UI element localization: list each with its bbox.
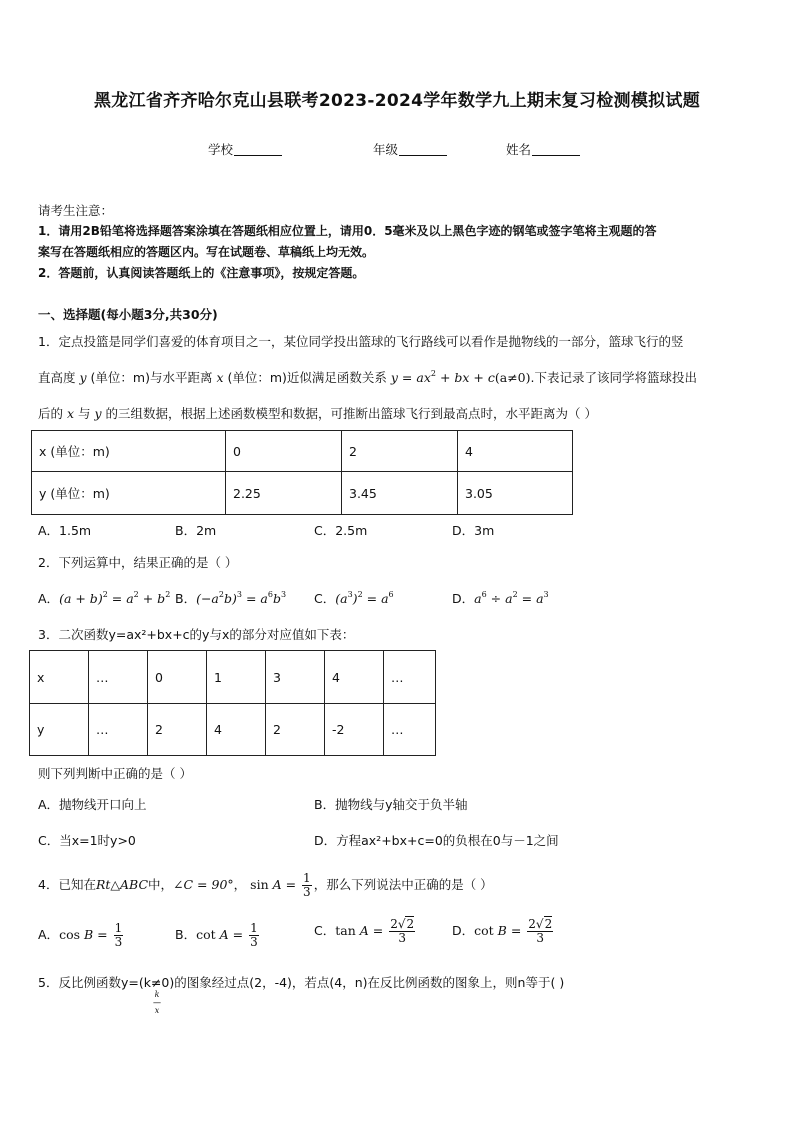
table-cell: … — [89, 651, 148, 704]
q1-line2-c: (单位：m)近似满足函数关系 — [227, 370, 387, 385]
name-field[interactable] — [506, 140, 580, 158]
table-cell: 3.05 — [458, 472, 573, 515]
table-cell: … — [89, 704, 148, 756]
q5-stem-b: (k≠0)的图象经过点(2，-4)，若点(4，n)在反比例函数的图象上，则n等于( ) — [138, 975, 565, 990]
q2-formula-c: $(a^3)^2 = a^6$ — [335, 590, 394, 606]
q1-line2-b: (单位：m)与水平距离 — [90, 370, 213, 385]
q4-sin: sin A = — [250, 877, 301, 892]
table-cell: 3.45 — [342, 472, 458, 515]
notice-heading: 请考生注意： — [38, 203, 114, 218]
option-label: C． — [314, 591, 336, 606]
q2-option-b[interactable] — [175, 590, 286, 608]
page-title: 黑龙江省齐齐哈尔克山县联考2023-2024学年数学九上期末复习检测模拟试题 — [93, 91, 701, 111]
q1-line3-c: 的三组数据，根据上述函数模型和数据，可推断出篮球飞行到最高点时，水平距离为（ ） — [105, 406, 598, 421]
table-row — [30, 651, 436, 704]
grade-field[interactable] — [373, 140, 447, 158]
q1-option-a[interactable]: A．1.5m — [38, 523, 92, 538]
option-label: A． — [38, 591, 60, 606]
notice-line-2: 2．答题前，认真阅读答题纸上的《注意事项》，按规定答题。 — [38, 266, 365, 280]
table-cell: x (单位：m) — [32, 431, 226, 472]
q4-stem-c: ， — [233, 877, 247, 892]
q4-option-c[interactable]: C．tan A = $\frac{2√2}{3}$ — [314, 917, 415, 945]
q2-option-c[interactable] — [314, 590, 394, 608]
q5-small-fraction: k — x — [153, 990, 161, 1015]
name-label: 姓名 — [506, 142, 532, 157]
q1-option-c[interactable]: C．2.5m — [314, 523, 368, 538]
table-cell: 2.25 — [226, 472, 342, 515]
section-heading: 一、选择题(每小题3分,共30分) — [38, 307, 218, 322]
option-label: B． — [175, 591, 197, 606]
table-cell: 2 — [342, 431, 458, 472]
q1-line3-b: 与 — [78, 406, 91, 421]
option-label: A． — [38, 927, 60, 942]
q1-line-1: 1．定点投篮是同学们喜爱的体育项目之一，某位同学投出篮球的飞行路线可以看作是抛物线的一部分，篮球飞行的竖 — [38, 334, 684, 349]
q1-option-d[interactable]: D．3m — [452, 523, 495, 538]
q3-option-a[interactable]: A．抛物线开口向上 — [38, 797, 147, 812]
q3-option-d[interactable]: D．方程ax²+bx+c=0的负根在0与－1之间 — [314, 833, 559, 848]
q2-formula-b: $(-a^2b)^3 = a^6b^3$ — [196, 590, 287, 606]
school-label: 学校 — [208, 142, 234, 157]
q4-stem-d: ，那么下列说法中正确的是（ ） — [313, 877, 493, 892]
table-cell: 4 — [325, 651, 384, 704]
option-label: C． — [314, 923, 336, 938]
q4-stem-b: 中， — [148, 877, 174, 892]
table-cell: … — [384, 704, 436, 756]
table-cell: 4 — [207, 704, 266, 756]
q2-formula-d: $a^6 \div a^2 = a^3$ — [474, 590, 549, 606]
table-cell: 2 — [266, 704, 325, 756]
q1-option-b[interactable]: B．2m — [175, 523, 217, 538]
q3-option-c[interactable]: C．当x=1时y>0 — [38, 833, 136, 848]
q1-table — [31, 430, 573, 515]
option-label: B． — [175, 927, 197, 942]
q1-line-2: 直高度 y (单位：m)与水平距离 x (单位：m)近似满足函数关系 $y = ax^2$ + bx + c(a≠0).下表记录了该同学将篮球投出 — [38, 369, 697, 385]
table-cell: 4 — [458, 431, 573, 472]
grade-blank[interactable] — [399, 143, 447, 156]
q1-formula: $y = ax^2$ + bx + c — [390, 369, 495, 385]
table-cell: -2 — [325, 704, 384, 756]
q2-formula-a: $(a + b)^2 = a^2 + b^2$ — [59, 590, 171, 606]
q3-ask: 则下列判断中正确的是（ ） — [38, 766, 192, 781]
notice-line-1b: 案写在答题纸相应的答题区内。写在试题卷、草稿纸上均无效。 — [38, 245, 375, 259]
school-blank[interactable] — [234, 143, 282, 156]
table-cell: x — [30, 651, 89, 704]
option-label: D． — [452, 591, 475, 606]
q4-triangle: Rt△ABC — [95, 877, 149, 892]
table-cell: 3 — [266, 651, 325, 704]
q2-option-a[interactable] — [38, 590, 170, 608]
notice-line-1a: 1．请用2B铅笔将选择题答案涂填在答题纸相应位置上，请用0．5毫米及以上黑色字迹的钢笔或签字笔将主观题的答 — [38, 224, 657, 238]
table-cell: 0 — [226, 431, 342, 472]
grade-label: 年级 — [373, 142, 399, 157]
option-label: D． — [452, 923, 475, 938]
q4-stem-a: 4．已知在 — [38, 877, 96, 892]
school-field[interactable] — [208, 140, 282, 158]
table-row — [32, 431, 573, 472]
q4-angle: ∠C = 90° — [173, 877, 234, 892]
q5-stem — [38, 974, 564, 992]
q4-option-a[interactable]: A．cos B = $\frac{1}{3}$ — [38, 921, 123, 949]
q1-line2-d: .下表记录了该同学将篮球投出 — [530, 370, 697, 385]
q3-table — [29, 650, 436, 756]
q1-line-3: 后的 x 与 y 的三组数据，根据上述函数模型和数据，可推断出篮球飞行到最高点时，水平距离为（ ） — [38, 406, 598, 421]
table-cell: 2 — [148, 704, 207, 756]
table-cell: 0 — [148, 651, 207, 704]
q5-stem-a: 5．反比例函数y= — [38, 975, 139, 990]
table-row — [32, 472, 573, 515]
q4-stem — [38, 872, 493, 899]
table-cell: 1 — [207, 651, 266, 704]
q4-fraction: $\frac{1}{3}$ — [303, 871, 311, 899]
table-row — [30, 704, 436, 756]
q1-line3-a: 后的 — [38, 406, 64, 421]
q1-line2-a: 直高度 — [38, 370, 76, 385]
q3-stem: 3．二次函数y=ax²+bx+c的y与x的部分对应值如下表： — [38, 627, 355, 642]
q4-option-d[interactable]: D．cot B = $\frac{2√2}{3}$ — [452, 917, 553, 945]
table-cell: y — [30, 704, 89, 756]
table-cell: y (单位：m) — [32, 472, 226, 515]
table-cell: … — [384, 651, 436, 704]
q2-option-d[interactable] — [452, 590, 549, 608]
name-blank[interactable] — [532, 143, 580, 156]
q4-option-b[interactable]: B．cot A = $\frac{1}{3}$ — [175, 921, 258, 949]
q2-stem: 2．下列运算中，结果正确的是（ ） — [38, 555, 238, 570]
q3-option-b[interactable]: B．抛物线与y轴交于负半轴 — [314, 797, 468, 812]
